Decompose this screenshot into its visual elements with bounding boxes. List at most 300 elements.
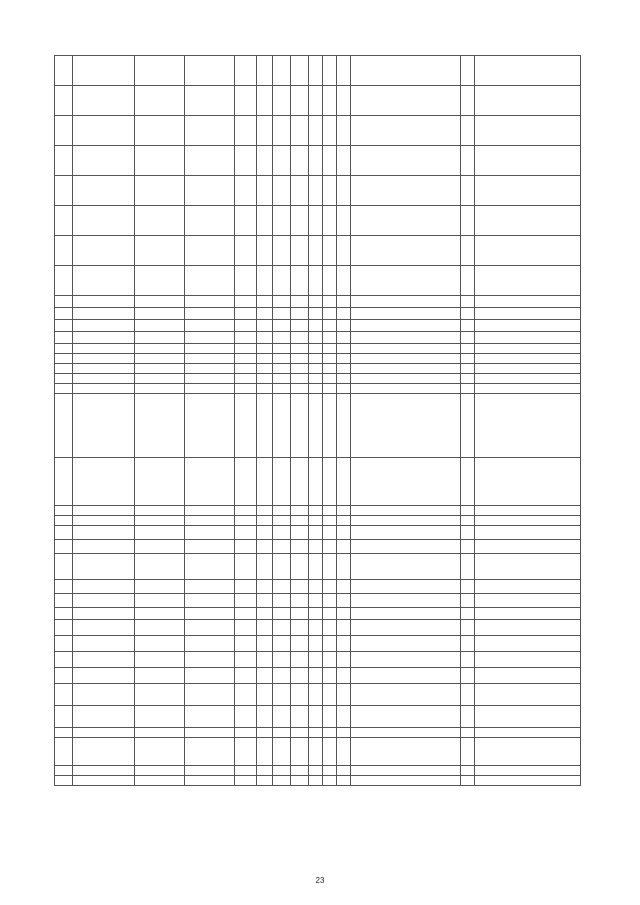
table-cell	[461, 344, 475, 354]
table-cell	[309, 526, 323, 540]
table-cell	[461, 540, 475, 554]
table-cell	[475, 728, 581, 738]
table-cell	[351, 620, 461, 636]
table-cell	[185, 384, 235, 394]
table-cell	[351, 384, 461, 394]
table-cell	[351, 86, 461, 116]
table-cell	[135, 116, 185, 146]
table-cell	[461, 394, 475, 458]
table-cell	[73, 636, 135, 652]
table-cell	[291, 516, 309, 526]
table-cell	[291, 738, 309, 766]
table-cell	[461, 374, 475, 384]
table-cell	[309, 540, 323, 554]
table-cell	[55, 86, 73, 116]
table-row	[55, 636, 581, 652]
table-cell	[309, 86, 323, 116]
table-cell	[291, 608, 309, 620]
table-cell	[309, 608, 323, 620]
table-cell	[309, 354, 323, 364]
table-cell	[475, 206, 581, 236]
table-cell	[273, 580, 291, 594]
table-cell	[337, 516, 351, 526]
table-cell	[135, 56, 185, 86]
table-cell	[323, 668, 337, 684]
table-row	[55, 776, 581, 786]
table-cell	[291, 668, 309, 684]
table-cell	[73, 652, 135, 668]
table-cell	[291, 458, 309, 506]
table-cell	[235, 56, 257, 86]
table-cell	[337, 384, 351, 394]
table-cell	[185, 636, 235, 652]
table-cell	[461, 554, 475, 580]
table-cell	[337, 540, 351, 554]
table-cell	[291, 206, 309, 236]
table-cell	[55, 374, 73, 384]
table-cell	[273, 332, 291, 344]
table-cell	[135, 384, 185, 394]
table-cell	[475, 146, 581, 176]
table-row	[55, 668, 581, 684]
table-cell	[73, 540, 135, 554]
table-cell	[291, 684, 309, 706]
table-cell	[351, 608, 461, 620]
table-cell	[309, 384, 323, 394]
table-cell	[55, 308, 73, 320]
table-cell	[135, 580, 185, 594]
table-cell	[55, 236, 73, 266]
table-cell	[291, 344, 309, 354]
table-cell	[257, 394, 273, 458]
table-cell	[475, 620, 581, 636]
table-cell	[461, 320, 475, 332]
table-cell	[337, 332, 351, 344]
table-cell	[135, 652, 185, 668]
table-cell	[309, 706, 323, 728]
table-cell	[257, 516, 273, 526]
table-cell	[257, 354, 273, 364]
table-cell	[323, 394, 337, 458]
table-cell	[351, 684, 461, 706]
table-cell	[55, 266, 73, 296]
table-cell	[135, 236, 185, 266]
table-row	[55, 684, 581, 706]
table-cell	[55, 594, 73, 608]
table-cell	[55, 580, 73, 594]
table-cell	[461, 516, 475, 526]
table-cell	[351, 516, 461, 526]
table-cell	[291, 728, 309, 738]
table-cell	[73, 344, 135, 354]
table-cell	[475, 684, 581, 706]
table-cell	[185, 684, 235, 706]
table-cell	[461, 684, 475, 706]
table-cell	[73, 594, 135, 608]
table-cell	[273, 668, 291, 684]
table-cell	[135, 394, 185, 458]
table-cell	[351, 364, 461, 374]
table-cell	[461, 364, 475, 374]
table-cell	[337, 206, 351, 236]
table-cell	[337, 652, 351, 668]
table-cell	[185, 374, 235, 384]
table-cell	[55, 620, 73, 636]
table-cell	[235, 374, 257, 384]
table-cell	[135, 594, 185, 608]
table-cell	[273, 526, 291, 540]
table-cell	[185, 116, 235, 146]
table-cell	[235, 684, 257, 706]
table-cell	[475, 236, 581, 266]
table-cell	[351, 354, 461, 364]
table-cell	[337, 738, 351, 766]
table-cell	[135, 146, 185, 176]
table-cell	[309, 636, 323, 652]
table-cell	[291, 146, 309, 176]
table-cell	[461, 652, 475, 668]
table-cell	[475, 766, 581, 776]
table-cell	[309, 652, 323, 668]
table-cell	[323, 374, 337, 384]
table-cell	[73, 620, 135, 636]
table-cell	[73, 580, 135, 594]
table-cell	[135, 86, 185, 116]
table-cell	[337, 776, 351, 786]
table-cell	[337, 344, 351, 354]
table-cell	[323, 176, 337, 206]
table-row	[55, 620, 581, 636]
table-cell	[55, 344, 73, 354]
table-cell	[135, 344, 185, 354]
page-number: 23	[315, 876, 325, 885]
table-cell	[351, 554, 461, 580]
table-cell	[475, 296, 581, 308]
table-cell	[257, 176, 273, 206]
table-cell	[475, 652, 581, 668]
table-cell	[185, 526, 235, 540]
table-cell	[257, 374, 273, 384]
table-row	[55, 608, 581, 620]
table-cell	[309, 266, 323, 296]
table-cell	[235, 296, 257, 308]
table-cell	[55, 206, 73, 236]
table-cell	[323, 652, 337, 668]
table-cell	[337, 364, 351, 374]
table-cell	[235, 176, 257, 206]
table-cell	[309, 394, 323, 458]
table-cell	[475, 608, 581, 620]
table-cell	[351, 526, 461, 540]
table-cell	[291, 86, 309, 116]
table-cell	[185, 506, 235, 516]
table-cell	[235, 516, 257, 526]
table-cell	[185, 206, 235, 236]
table-cell	[461, 636, 475, 652]
table-cell	[351, 506, 461, 516]
table-cell	[273, 506, 291, 516]
table-cell	[475, 374, 581, 384]
table-cell	[55, 554, 73, 580]
table-cell	[185, 354, 235, 364]
table-cell	[291, 776, 309, 786]
table-cell	[291, 594, 309, 608]
table-cell	[337, 594, 351, 608]
table-cell	[291, 652, 309, 668]
table-cell	[55, 354, 73, 364]
table-cell	[337, 308, 351, 320]
table-cell	[351, 776, 461, 786]
table-cell	[185, 332, 235, 344]
table-cell	[291, 236, 309, 266]
table-cell	[73, 728, 135, 738]
table-cell	[291, 540, 309, 554]
table-cell	[475, 56, 581, 86]
table-cell	[337, 374, 351, 384]
table-cell	[291, 116, 309, 146]
table-cell	[273, 364, 291, 374]
table-cell	[185, 308, 235, 320]
table-cell	[351, 176, 461, 206]
table-row	[55, 86, 581, 116]
table-row	[55, 580, 581, 594]
table-cell	[461, 146, 475, 176]
table-cell	[475, 594, 581, 608]
table-row	[55, 344, 581, 354]
table-cell	[55, 506, 73, 516]
table-cell	[323, 620, 337, 636]
table-cell	[291, 526, 309, 540]
table-cell	[235, 384, 257, 394]
table-cell	[73, 776, 135, 786]
table-cell	[55, 652, 73, 668]
table-cell	[323, 706, 337, 728]
table-cell	[351, 706, 461, 728]
table-cell	[273, 266, 291, 296]
table-cell	[55, 540, 73, 554]
table-cell	[257, 738, 273, 766]
table-cell	[273, 56, 291, 86]
table-cell	[351, 766, 461, 776]
table-cell	[461, 86, 475, 116]
table-cell	[323, 594, 337, 608]
table-cell	[235, 506, 257, 516]
table-cell	[475, 706, 581, 728]
table-cell	[475, 308, 581, 320]
table-row	[55, 364, 581, 374]
table-cell	[55, 608, 73, 620]
table-cell	[351, 594, 461, 608]
table-cell	[235, 86, 257, 116]
table-cell	[185, 344, 235, 354]
table-cell	[337, 236, 351, 266]
table-cell	[323, 738, 337, 766]
table-cell	[351, 344, 461, 354]
table-cell	[185, 608, 235, 620]
table-cell	[475, 554, 581, 580]
table-cell	[185, 706, 235, 728]
table-cell	[309, 728, 323, 738]
table-cell	[291, 506, 309, 516]
table-cell	[309, 344, 323, 354]
table-cell	[273, 776, 291, 786]
table-cell	[73, 506, 135, 516]
table-cell	[461, 526, 475, 540]
table-cell	[351, 668, 461, 684]
table-cell	[185, 364, 235, 374]
table-cell	[337, 354, 351, 364]
table-cell	[475, 526, 581, 540]
table-cell	[73, 374, 135, 384]
table-cell	[351, 332, 461, 344]
table-cell	[323, 206, 337, 236]
table-cell	[73, 146, 135, 176]
table-cell	[185, 394, 235, 458]
table-cell	[309, 668, 323, 684]
table-cell	[185, 320, 235, 332]
table-row	[55, 354, 581, 364]
table-cell	[351, 116, 461, 146]
table-cell	[273, 516, 291, 526]
table-cell	[337, 394, 351, 458]
table-cell	[309, 594, 323, 608]
table-cell	[461, 116, 475, 146]
table-cell	[351, 308, 461, 320]
table-cell	[323, 526, 337, 540]
table-cell	[257, 540, 273, 554]
table-cell	[73, 516, 135, 526]
table-cell	[257, 458, 273, 506]
table-cell	[185, 594, 235, 608]
table-cell	[135, 332, 185, 344]
table-cell	[55, 668, 73, 684]
table-cell	[461, 384, 475, 394]
table-cell	[135, 554, 185, 580]
table-cell	[257, 86, 273, 116]
table-row	[55, 56, 581, 86]
table-cell	[273, 620, 291, 636]
table-row	[55, 526, 581, 540]
table-cell	[461, 458, 475, 506]
table-cell	[73, 526, 135, 540]
table-cell	[55, 364, 73, 374]
table-row	[55, 766, 581, 776]
table-cell	[475, 364, 581, 374]
table-cell	[55, 766, 73, 776]
table-cell	[135, 738, 185, 766]
table-cell	[135, 308, 185, 320]
table-cell	[309, 116, 323, 146]
table-cell	[323, 116, 337, 146]
table-row	[55, 236, 581, 266]
table-cell	[273, 384, 291, 394]
table-cell	[73, 684, 135, 706]
table-cell	[291, 554, 309, 580]
table-cell	[73, 176, 135, 206]
table-cell	[185, 580, 235, 594]
table-cell	[461, 176, 475, 206]
table-cell	[351, 374, 461, 384]
table-cell	[273, 116, 291, 146]
table-cell	[273, 296, 291, 308]
table-cell	[291, 580, 309, 594]
table-cell	[291, 176, 309, 206]
table-cell	[337, 608, 351, 620]
table-cell	[309, 776, 323, 786]
table-cell	[257, 364, 273, 374]
table-cell	[55, 56, 73, 86]
table-cell	[73, 738, 135, 766]
table-cell	[291, 296, 309, 308]
table-cell	[135, 206, 185, 236]
table-cell	[351, 540, 461, 554]
table-cell	[475, 506, 581, 516]
table-cell	[135, 458, 185, 506]
table-cell	[291, 364, 309, 374]
table-cell	[257, 608, 273, 620]
table-cell	[135, 728, 185, 738]
table-cell	[235, 236, 257, 266]
table-cell	[291, 266, 309, 296]
table-cell	[273, 374, 291, 384]
table-cell	[291, 332, 309, 344]
table-cell	[309, 620, 323, 636]
table-cell	[323, 580, 337, 594]
table-cell	[235, 738, 257, 766]
table-cell	[351, 266, 461, 296]
table-cell	[257, 206, 273, 236]
table-cell	[257, 554, 273, 580]
table-cell	[185, 176, 235, 206]
table-cell	[337, 636, 351, 652]
table-cell	[337, 458, 351, 506]
table-cell	[351, 728, 461, 738]
table-cell	[337, 706, 351, 728]
table-cell	[291, 308, 309, 320]
table-cell	[235, 636, 257, 652]
registry-table-body	[55, 56, 581, 786]
table-cell	[185, 620, 235, 636]
table-cell	[309, 766, 323, 776]
table-cell	[55, 296, 73, 308]
table-cell	[291, 374, 309, 384]
table-cell	[475, 540, 581, 554]
table-cell	[55, 384, 73, 394]
table-cell	[337, 668, 351, 684]
table-cell	[135, 636, 185, 652]
registry-table	[54, 55, 581, 786]
table-cell	[235, 766, 257, 776]
table-cell	[461, 620, 475, 636]
table-cell	[475, 332, 581, 344]
table-cell	[323, 56, 337, 86]
table-cell	[337, 176, 351, 206]
table-cell	[185, 516, 235, 526]
table-cell	[323, 540, 337, 554]
table-cell	[185, 668, 235, 684]
table-row	[55, 116, 581, 146]
table-cell	[55, 516, 73, 526]
table-cell	[235, 344, 257, 354]
table-cell	[323, 684, 337, 706]
table-cell	[461, 594, 475, 608]
table-cell	[235, 308, 257, 320]
table-row	[55, 516, 581, 526]
table-cell	[135, 516, 185, 526]
table-cell	[461, 776, 475, 786]
table-cell	[351, 206, 461, 236]
table-row	[55, 296, 581, 308]
